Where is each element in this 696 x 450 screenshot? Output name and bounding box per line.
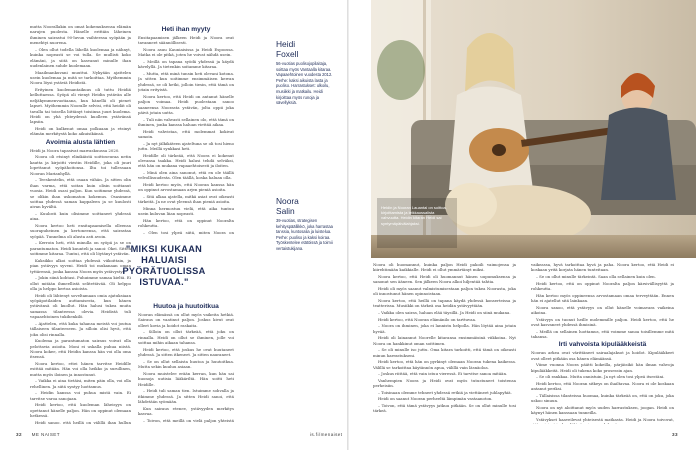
intro-text bbox=[30, 24, 131, 137]
section-text-irti bbox=[531, 350, 674, 424]
paragraph: – Mutta, että minä tunsin heti olevani kotona. Ja sitten kun soitimme ensimmäisen kerran yhdessä, se oli hetki, jolloin tiesin, että tämä on jotain erityistä. bbox=[138, 71, 234, 93]
section-text-heti bbox=[138, 35, 234, 236]
section-heading-irti: Irti vahvoista kipulääkkeistä bbox=[558, 341, 647, 349]
section-heading-heti: Heti ihan myyty bbox=[161, 26, 211, 33]
paragraph: – Silloin on ollut tärkeää, että joku on rinnalla. Heidi on ollut se ihminen, jolle voi soittaa mihin aikaan tahansa. bbox=[138, 329, 234, 346]
paragraph: Minna hermostuu vielä, että aika tuntuu usein kuluvan liian nopeasti. bbox=[138, 206, 234, 217]
paragraph: Heidi kertoo, että hän on pyrkinyt olemaan Nooran tukena kaikessa. Välillä se tarkoittaa käytännön apua, välillä vain läsnäoloa. bbox=[373, 359, 516, 370]
paragraph: – Olen tosi ylpeä siitä, miten Noora on bbox=[143, 230, 234, 236]
section-heading-avoimia: Avoimia alusta lähtien bbox=[45, 138, 116, 146]
left-column-1 bbox=[30, 24, 131, 424]
paragraph: – Noora on ihminen, joka ei lannistu helpolla. Hän löytää aina jotain hyvää. bbox=[373, 323, 516, 334]
page-number-left: 32 bbox=[16, 432, 22, 437]
paragraph: – Se on ollut minulle tärkeintä. Saan olla sellainen kuin olen. bbox=[536, 274, 656, 279]
paragraph: Nooran elämässä on ollut myös vaikeita hetkiä. Sairaus on vaatinut paljon. Joskus kivut ovat olleet kovia ja hoidot raskaita. bbox=[138, 312, 234, 328]
paragraph: Maailmankuvani muuttui. Nykyään ajattelen usein kuolemaa ja mitä se tarkoittaa. Myöhemmin Noora löysi ystäviä Heidistä. bbox=[30, 69, 131, 86]
profile-heidi bbox=[276, 40, 334, 106]
paragraph: Ensitapaamisen jälkeen Heidi ja Noora ovat tavanneet säännöllisesti. bbox=[138, 35, 234, 46]
paragraph: Heidi ja Noora tapasivat marraskuussa 2020. bbox=[30, 147, 120, 153]
paragraph: – Kerroin heti, että minulla on syöpä ja se on parantumaton. Heidi kuunteli ja sanoi: Okei. Sitten soitimme kitaraa. Tuntui, että oli löytänyt ystävän. bbox=[30, 240, 131, 257]
left-column-2-bottom bbox=[138, 301, 234, 424]
right-column-1 bbox=[373, 262, 516, 424]
paragraph: Noora muistelee erään kerran, kun hän sai huonoja uutisia lääkäriltä. Hän soitti heti Heidille. bbox=[138, 370, 234, 387]
paragraph: vaikeassa, hyvä tarkoittaa hyvä ja paha. Noora kertoo, että Heidi ei koskaan yritä korjata hänen tunteitaan. bbox=[531, 262, 674, 273]
paragraph: Heidi oli myös saanut valmistumisestaan paljon tukea Noorasta, joka oli innostunut hänen opinnoistaan. bbox=[373, 286, 516, 297]
paragraph: Noora asuu Kauniaisissa ja Heidi Espoossa. Matka ei ole pitkä, joten he voivat nähdä usein. bbox=[138, 47, 234, 58]
paragraph: – Meillä on tapana syödä yhdessä ja käydä kävelyllä. Ja tietenkin soitamme kitaraa. bbox=[138, 59, 234, 70]
paragraph: Heidi kertoo myös, että Nooran kanssa hän on oppinut arvostamaan arjen pieniä asioita. bbox=[138, 182, 234, 193]
footer-right bbox=[672, 432, 678, 437]
paragraph: – Toisinaan olemme tehneet yhdessä retkiä ja viettäneet juhlapyhiä. bbox=[378, 389, 512, 395]
profile-heidi-text: 56-vuotias puolisojopilaitaja, soittaa myös Vantaalla kitaraa. Vapaaehtoinen vuodesta 2012. Perhe: kaksi aikuista lasta ja puoliso. Harrastukset: ulkoilu, musiikki ja matkailu. Heidi kirjoittaa myös runoja ja sävellyksiä. bbox=[276, 61, 333, 106]
paragraph: – Se oli minulle iso juttu. Oma kitara tarkoitti, että tämä on oikeasti minun harrastukseni. bbox=[373, 347, 516, 358]
paragraph: Noora kertoo, että heillä on tapana käydä yhdessä konserteissa ja teatterissa. Musiikki on tärkeä osa heidän ystävyyttään. bbox=[373, 298, 516, 309]
paragraph: Heidi on kulkenut omaa polkuaan ja etsinyt elämän merkitystä koko aikuisikänsä. bbox=[30, 126, 131, 137]
paragraph: – Se oli rankkaa. Mutta onnistuin. Ja nyt olen tosi ylpeä itsestäni. bbox=[536, 374, 665, 380]
paragraph: Nooran arkea ovat värittäneet sairaalajaksot ja hoidot. Kipulääkkeet ovat olleet pitkään osa hänen elämäänsä. bbox=[531, 350, 674, 361]
paragraph: – Tuli niin vahvasti sellainen olo, että tämä on ihminen, jonka kanssa haluan viettää aikaa. bbox=[138, 116, 234, 128]
paragraph: – Heidi tuli saman tien. Istuimme sohvalla ja itkimme yhdessä. Ja sitten Heidi sanoi, että lähdetään syömään. bbox=[138, 388, 234, 405]
right-column-2 bbox=[531, 262, 674, 424]
paragraph: – Toivon, että tämä ystävyys jatkuu pitkään. Se on ollut minulle tosi tärkeä. bbox=[373, 402, 516, 414]
paragraph: Vanhempien Noora ja Heidi ovat myös tutustuneet toistensa perheisiin. bbox=[373, 377, 516, 389]
paragraph: Heidille oli tärkeää, että Noora ei kokenut olevansa taakka. Heidi halusi tehdä selväksi, että hän on mukana vapaaehtoisesti ja iloiten. bbox=[138, 152, 234, 169]
paragraph: Noora sanoo, että ystävyys on ollut hänelle voimavara vaikeina aikoina. bbox=[531, 304, 674, 315]
magazine-name: ME NAISET bbox=[31, 432, 60, 437]
footer-left bbox=[16, 432, 60, 437]
paragraph: Noora kertoo heti ensitapaamisella olleensa suorapuheinen ja kertoneensa, että sairastaa syöpää. Tunnelma oli alusta asti avoin. bbox=[30, 222, 131, 239]
right-col2-text bbox=[531, 262, 674, 339]
paragraph: – Kuulosti kuin olisimme soittaneet yhdessä aina. bbox=[30, 210, 131, 222]
paragraph: – Ajattelen, että kuka tahansa meistä voi joutua tällaiseen tilanteeseen. Ja silloin olisi hyvä, että joku olisi rinnalla. bbox=[30, 320, 131, 337]
photo-caption: Heidin ja Nooran Lauantai on soittoa, kirjoittamista ja leikkaussalista vahvuutta. Heidin kitaran Heidi sai syntymäpäivälahjaksi. bbox=[381, 205, 447, 226]
paragraph: Hän kertoo, että on oppinut Nooralta rohkeutta. bbox=[138, 218, 234, 229]
page-gutter bbox=[347, 0, 349, 450]
profile-heidi-name: Heidi Foxell bbox=[276, 39, 299, 59]
paragraph: – Joskus riittää, että vain istuu vieressä. Ei tarvitse sanoa mitään. bbox=[378, 371, 508, 377]
paragraph: mutta Noorallakin on omat kokemuksensa elämän narujen puolesta. Hänelle erittäin läheinen ihminen sairastui 90-luvun vaihteessa syöpään ja menehtyi nuorena. bbox=[30, 24, 131, 46]
paragraph: – Vaikka ei aina tietäisi, miten päin olla, voi olla rehellinen. Ja siitä syntyy luottamus. bbox=[30, 378, 131, 389]
left-column-2-top bbox=[138, 24, 234, 236]
footer-center bbox=[310, 432, 342, 437]
paragraph: Ystävyys on tuonut heille molemmille paljon. Heidi kertoo, että he ovat kasvaneet yhdessä ihmisinä. bbox=[531, 316, 674, 327]
paragraph: Hän kertoo myös oppineensa arvostamaan omaa terveyttään. Ennen hän ei ajatellut sitä lainkaan. bbox=[531, 292, 674, 303]
paragraph: Kun sairaus etenee, ystävyyden merkitys kasvaa. bbox=[138, 405, 234, 417]
paragraph: Kuolema ja parantumaton sairaus voivat olla pelottavia asioita. Moni ei uskalla puhua niistä. Noora kokee, että Heidin kanssa hän voi olla oma itsensä. bbox=[30, 338, 131, 360]
paragraph: Heidi on saanut Nooran perheeltä lämpimän vastaanoton. bbox=[378, 396, 493, 402]
paragraph: Erityinen kuolemantaikuus oli tuttu Heidiä kelluttaessa. Syöpä oli vienyt Heidin ystävän alle neljäkymmenvuotiaana, kun hänellä oli pienet lapset. Myöhemmin Nooralle selvisi, että heidät oli tavalla tai toisella liittänyt toisiinsa juuri kuolema. Heidi on yhä yhteydessä kuolleen ystävänsä lapsiin. bbox=[30, 87, 131, 125]
paragraph: – Ja nyt jälkikäteen ajateltuna se oli tosi hieno juttu. Meillä synkkasi heti. bbox=[138, 140, 234, 152]
paragraph: Heidi oli lähtenyt soveltamaan omia ajatuksiaan syöpäpotilaiden auttamisesta, kun hänen ystävänsä oli kuollut. Hän halusi tukea muita samassa tilanteessa olevia. Heidistä tuli vapaaehtoinen tukihenkilö. bbox=[30, 292, 131, 320]
profile-noora bbox=[276, 197, 334, 252]
paragraph: – Olen ollut todella lähellä kuolemaa ja nähnyt, kuinka nopeasti se voi tulla. Se mullisti koko elämäni, ja siitä on kasvanut minulle ihan uudenlainen suhde kuolemaan. bbox=[30, 46, 131, 69]
paragraph: Viime vuonna Noora päätti kokeilla, pärjäisikö hän ilman vahvoja kipulääkkeitä. Heidi oli tukena koko prosessin ajan. bbox=[531, 362, 674, 373]
paragraph: Heidi sanoo, että heillä on välillä ihan hullun bbox=[35, 419, 131, 424]
paragraph: Heidi kertoo, että kuoleman läheisyys on opettanut hänelle paljon. Hän on oppinut olemaan hetkessä. bbox=[30, 402, 131, 419]
paragraph: – Jokin siinä kohtasi. Puhuimme samaa kieltä. Ei ollut mitään ihmeellistä selitettävää. Oli helppo olla ja helppo kertoa asioista. bbox=[30, 275, 131, 291]
section-text-avoimia bbox=[30, 148, 131, 424]
section-heading-huutoa: Huutoa ja huutoitkua bbox=[153, 303, 219, 310]
paragraph: Heidi kertoo, että Nooran elämänilo on tarttuvaa. bbox=[378, 316, 477, 322]
paragraph: – Sitä alkaa ajatella, mitkä asiat ovat oikeasti tärkeitä. Ja ne ovat yleensä ihan pieniä asioita. bbox=[138, 194, 234, 205]
paragraph: Heidi oli lainannut Noorelle kitaransa ensimmäisinä viikkoina. Nyt Noora on hankkinut oman soittimen. bbox=[373, 335, 516, 346]
paragraph: – Se on ollut sellaista huutoa ja huutoitkua. Mutta sekin kuuluu asiaan. bbox=[138, 358, 234, 370]
paragraph: Heidi kertoo, että on oppinut Nooralta paljon kärsivällisyyttä ja rohkeutta. bbox=[531, 280, 674, 291]
paragraph: Noora oli huomannut, kuinka paljon Heidi pakoili vaimojensa ja kiirehtimään kaikkialle. Heidi ei ollut ymmärtänyt miksi. bbox=[373, 262, 516, 273]
page-number-right: 33 bbox=[672, 432, 678, 437]
paragraph: Heidi vahvistaa, että molemmat kokivat samoin. bbox=[138, 128, 234, 140]
paragraph: – Teeskentelin, että osaan vähän. Ja sitten olin ihan varma, että soitan kuin olisin soittanut vuosia. Heidi osasi paljon. Kun soitimme yhdessä, se olikin ihan uskomaton kokemus. Osasimme soittaa yhdessä saman kappaleen ja se kuulosti aivan hyvältä. bbox=[30, 177, 131, 210]
paragraph: Noora kertoo, että Heidi on antanut hänelle paljon voimaa. Heidi puolestaan sanoo saaneensa Noorasta ystävän, jolta oppii joka päivä jotain uutta. bbox=[138, 93, 234, 116]
site-url: is.fi/menaiset bbox=[310, 432, 343, 437]
paragraph: Noora on nyt aloittanut myös uuden harrastuksen, joogan. Heidi on käynyt hänen kanssaan tunneilla. bbox=[531, 405, 674, 416]
paragraph: Kaksikko alkoi soittaa yhdessä viikoittain, ja pian ystävyys syveni. Heidi toi mukanaan oman tyttärensä, jonka kanssa Noora myös ystävystyi. bbox=[30, 257, 131, 274]
paragraph: – Tällaisissa tilanteissa huomaa, kuinka tärkeää on, että on joku, joka uskoo sinuun. bbox=[531, 393, 674, 404]
paragraph: Ystävykset haaveilevat yhteisestä matkasta. Heidi ja Noora toivovat, bbox=[536, 417, 674, 422]
paragraph: – Heidin kanssa voi puhua mistä vain. Ei tarvitse varoa sanojaan. bbox=[30, 390, 131, 401]
paragraph: Heidi kertoo, että Nooran sitkeys on ihailtavaa. Noora ei ole koskaan antanut periksi. bbox=[531, 381, 674, 392]
paragraph: – Vaikka olen sairas, haluan elää täysillä. Ja Heidi on siinä mukana. bbox=[378, 310, 511, 315]
paragraph: – Meillä on sellainen luottamus, että voimme sanoa toisillemme mitä tahansa. bbox=[531, 328, 674, 339]
profile-noora-name: Noora Salin bbox=[276, 196, 299, 216]
paragraph: Noora kertoo, että Heidi oli huomannut hänen uupumuksensa ja sanonut sen ääneen. Sen jälkeen Noora alkoi hiljentää tahtia. bbox=[373, 274, 516, 285]
pull-quote: "MIKSI KUKAAN HALUAISI PYÖRÄTUOLISSA ISTUVAA." bbox=[122, 244, 206, 287]
paragraph: Heidi kertoo, että joskus he ovat huutaneet yhdessä. Ja sitten itkeneet. Ja sitten nauraneet. bbox=[138, 346, 234, 358]
paragraph: – Toivon, että meillä on vielä paljon yhteistä bbox=[143, 417, 234, 423]
section-text-huutoa bbox=[138, 312, 234, 424]
paragraph: – Minä olen aina sanonut, että en ole täällä velvollisuudesta. Olen täällä, koska haluan olla. bbox=[138, 170, 234, 181]
paragraph: Noora oli etsinyt elinikäistä soittoseuraa netin kautta ja kirjoitti viestin Heidille, joka oli juuri lopettanut syöpähoitonsa. Ilta toi tullessaan Nooran Marianhyllä. bbox=[30, 154, 131, 176]
right-col1-text bbox=[373, 262, 516, 414]
profile-noora-text: 39-vuotias, strategisen kehityspäällikkö, joka harrastaa tanssia, kuntosalia ja luistelua. Perhe: puoliso ja kaksi koiraa. Työskentelee etätöissä ja toimii vertaistukijana. bbox=[276, 218, 333, 251]
paragraph: Noora kertoo, ettei hänen tarvitse Heidille esittää mitään. Hän voi olla heikko ja surullinen, mutta myös iloinen ja innostunut. bbox=[30, 360, 131, 377]
